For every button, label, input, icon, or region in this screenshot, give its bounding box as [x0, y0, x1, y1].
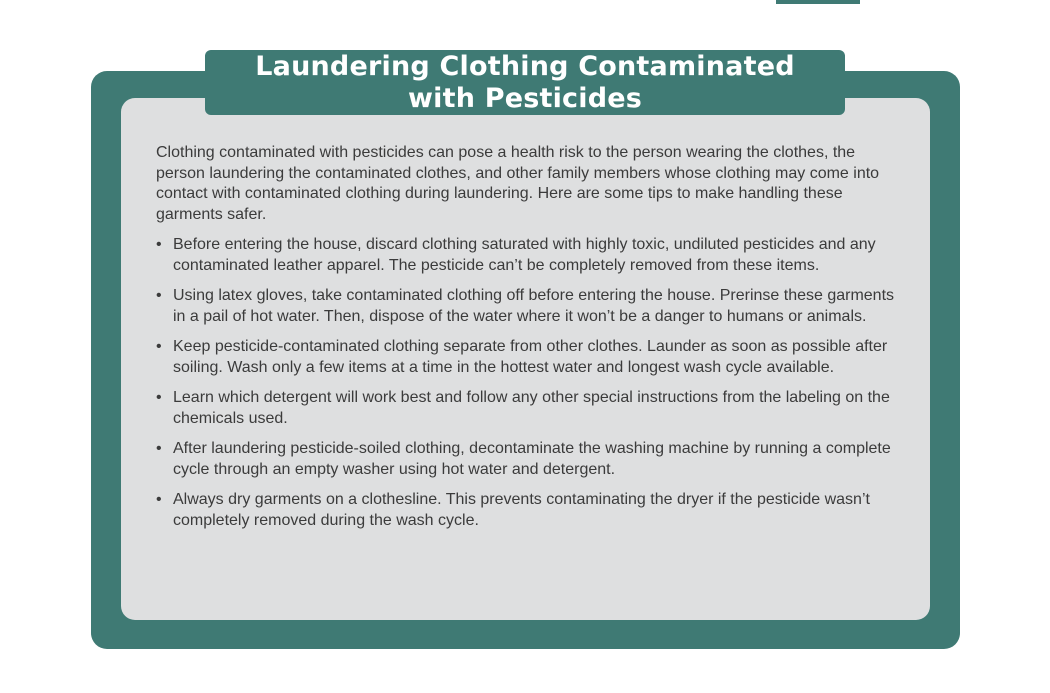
- tip-text: Learn which detergent will work best and follow any other special instructions from the labeling on the chemicals used.: [173, 389, 890, 427]
- list-item: [156, 286, 896, 327]
- tip-text: Keep pesticide-contaminated clothing separate from other clothes. Launder as soon as possible after soiling. Wash only a few items at a time in the hottest water and longest wash cycle available.: [173, 338, 888, 376]
- intro-paragraph: Clothing contaminated with pesticides can pose a health risk to the person wearing the clothes, the person laundering the contaminated clothes, and other family members whose clothing may come into contact with contaminated clothing during laundering. Here are some tips to make handling these garments safer.: [156, 144, 880, 223]
- bullet-icon: •: [156, 236, 162, 253]
- title-line-1: Laundering Clothing Contaminated: [255, 50, 795, 82]
- callout-title: [255, 51, 794, 115]
- tip-text: After laundering pesticide-soiled clothing, decontaminate the washing machine by running a complete cycle through an empty washer using hot water and detergent.: [173, 440, 891, 478]
- tip-text: Using latex gloves, take contaminated clothing off before entering the house. Prerinse these garments in a pail of hot water. Then, dispose of the water where it won’t be a danger to humans or animals.: [173, 287, 895, 325]
- bullet-icon: •: [156, 491, 162, 508]
- bullet-icon: •: [156, 338, 162, 355]
- list-item: [156, 235, 896, 276]
- list-item: [156, 490, 896, 531]
- list-item: [156, 439, 896, 480]
- top-accent-tab: [776, 0, 860, 4]
- tips-list: [156, 235, 896, 531]
- bullet-icon: •: [156, 287, 162, 304]
- list-item: [156, 388, 896, 429]
- list-item: [156, 337, 896, 378]
- bullet-icon: •: [156, 440, 162, 457]
- tip-text: Always dry garments on a clothesline. This prevents contaminating the dryer if the pesticide wasn’t completely removed during the wash cycle.: [173, 491, 870, 529]
- callout-content: [156, 143, 896, 541]
- tip-text: Before entering the house, discard clothing saturated with highly toxic, undiluted pesticides and any contaminated leather apparel. The pesticide can’t be completely removed from these items.: [173, 236, 876, 274]
- title-banner: [205, 50, 845, 115]
- bullet-icon: •: [156, 389, 162, 406]
- title-line-2: with Pesticides: [407, 82, 643, 114]
